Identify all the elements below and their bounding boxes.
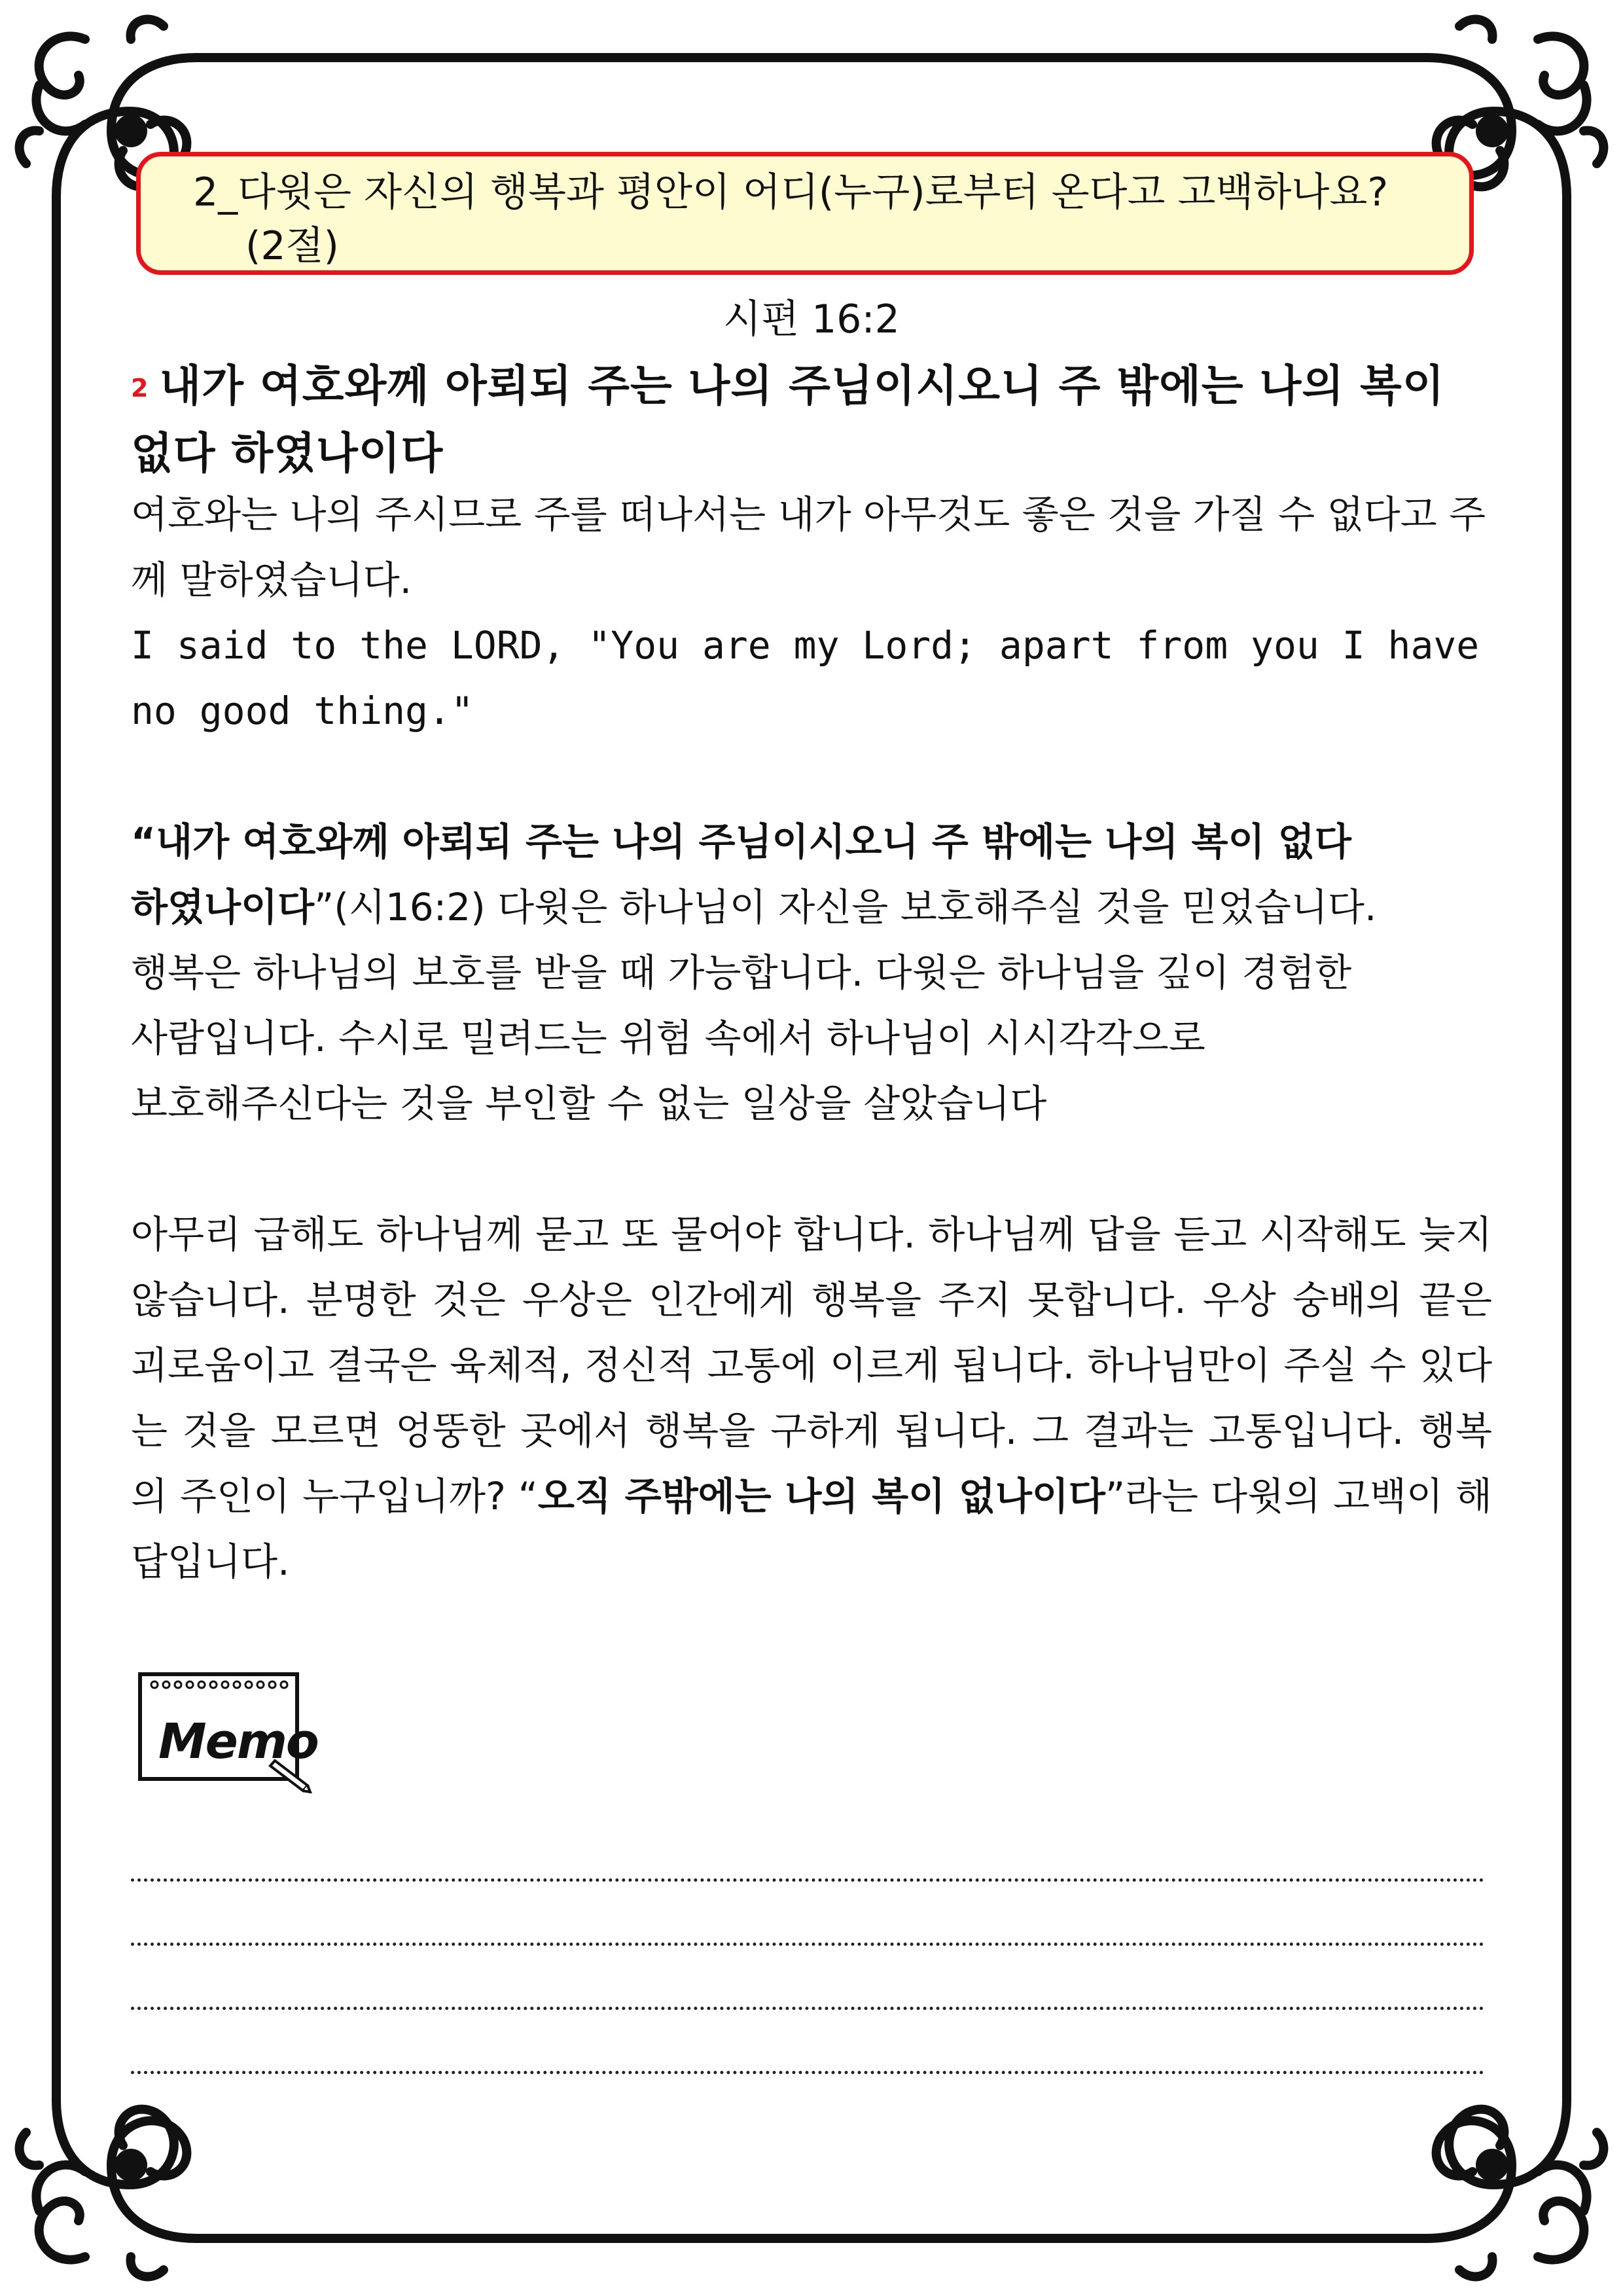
application-quote: 오직 주밖에는 나의 복이 없나이다 — [537, 1474, 1105, 1518]
corner-flourish-bottom-right — [1427, 2100, 1603, 2276]
writing-line-4 — [131, 2071, 1484, 2074]
modern-translation: 여호와는 나의 주시므로 주를 떠나서는 내가 아무것도 좋은 것을 가질 수 없다고 주께 말하였습니다. — [131, 492, 1486, 602]
commentary-line-5: 보호해주신다는 것을 부인할 수 없는 일상을 살았습니다 — [131, 1081, 1047, 1126]
question-text: 2_다윗은 자신의 행복과 평안이 어디(누구)로부터 온다고 고백하나요? — [193, 170, 1389, 215]
application-paragraph: 아무리 급해도 하나님께 묻고 또 물어야 합니다. 하나님께 답을 듣고 시작해도 늦지 않습니다. 분명한 것은 우상은 인간에게 행복을 주지 못합니다. 우상 숭배의 끝은 괴로움이고 결국은 육체적, 정신적 고통에 이르게 됩니다. 하나님만이 주실 수 있다는 것을 모르면 엉뚱한 곳에서 행복을 구하게 됩니다. 그 결과는 고통입니다. 행복의 주인이 누구입니까? “오직 주밖에는 나의 복이 없나이다”라는 다윗의 고백이 해답입니다. — [131, 1212, 1492, 1584]
english-translation: I said to the LORD, "You are my Lord; apart from you I have no good thing." — [131, 623, 1480, 733]
commentary-line-4: 사람입니다. 수시로 밀려드는 위험 속에서 하나님이 시시각각으로 — [131, 1016, 1205, 1060]
verse-number: 2 — [131, 374, 149, 403]
commentary-line-2: 하였나이다”(시16:2) 다윗은 하나님이 자신을 보호해주실 것을 믿었습니다. — [131, 885, 1377, 929]
verse-text: 내가 여호와께 아뢰되 주는 나의 주님이시오니 주 밖에는 나의 복이 없다 하였나이다 — [131, 361, 1445, 478]
commentary — [131, 809, 1492, 1136]
memo-label: Memo — [158, 1713, 318, 1770]
verse-korean — [131, 353, 1492, 486]
commentary-line-3: 행복은 하나님의 보호를 받을 때 가능합니다. 다윗은 하나님을 깊이 경험한 — [131, 950, 1352, 995]
writing-line-1 — [131, 1878, 1484, 1882]
commentary-line-1: “내가 여호와께 아뢰되 주는 나의 주님이시오니 주 밖에는 나의 복이 없다 — [131, 819, 1351, 864]
memo-note — [136, 1668, 318, 1793]
corner-flourish-bottom-left — [20, 2100, 196, 2276]
writing-line-2 — [131, 1943, 1484, 1946]
question-box — [136, 152, 1474, 275]
writing-line-3 — [131, 2007, 1484, 2010]
question-verse-ref: (2절) — [245, 223, 339, 269]
scripture-reference: 시편 16:2 — [723, 296, 900, 342]
